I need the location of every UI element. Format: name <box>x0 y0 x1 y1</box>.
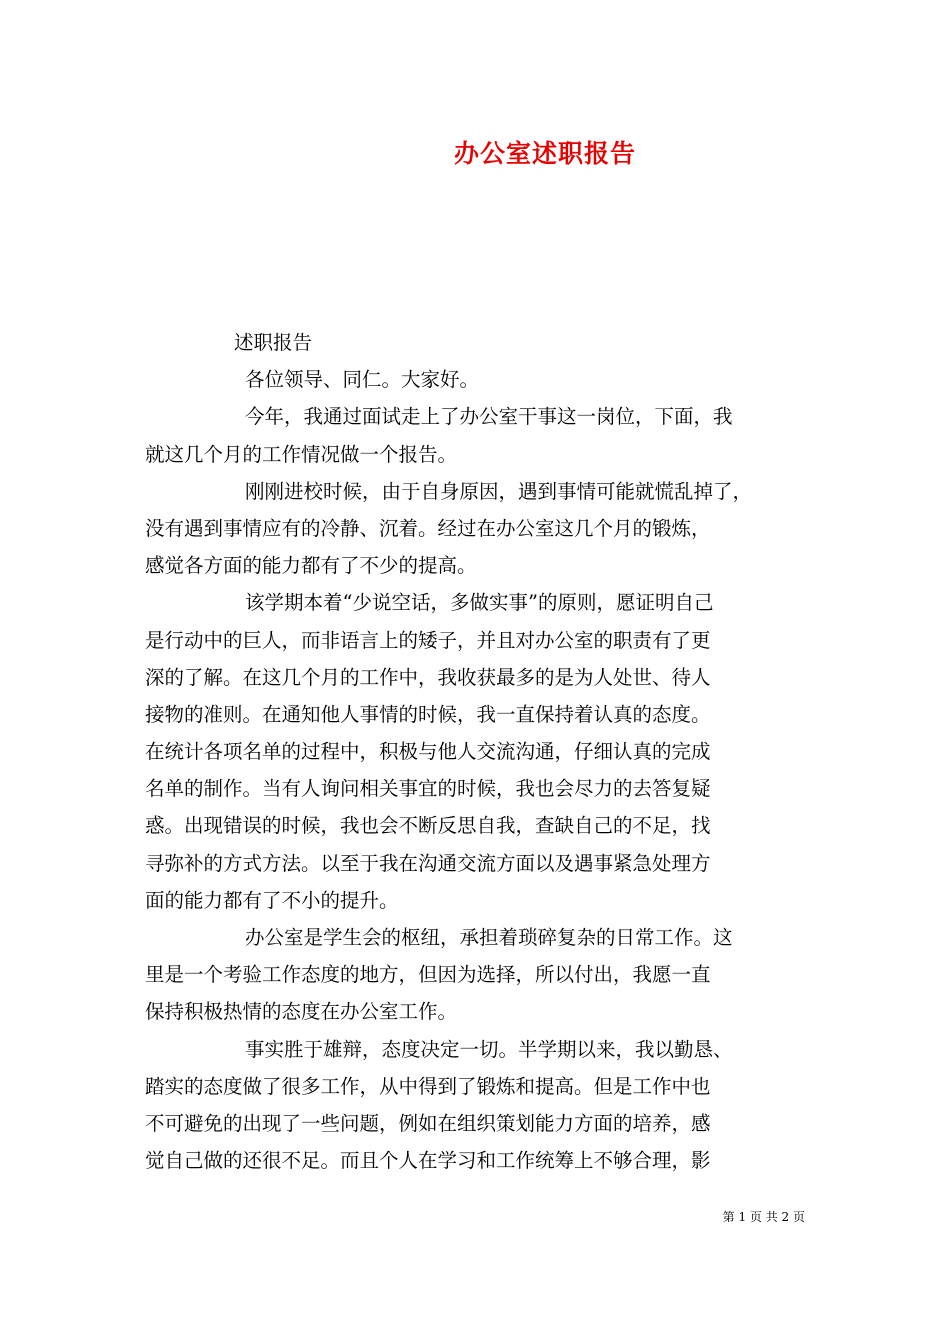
paragraph-line: 寻弥补的方式方法。以至于我在沟通交流方面以及遇事紧急处理方 <box>145 851 711 875</box>
paragraph-line: 事实胜于雄辩，态度决定一切。半学期以来，我以勤恳、 <box>245 1037 733 1061</box>
page-number: 第 1 页 共 2 页 <box>722 1210 805 1224</box>
paragraph-line: 没有遇到事情应有的冷静、沉着。经过在办公室这几个月的锻炼， <box>145 516 711 540</box>
document-body <box>145 324 810 1179</box>
greeting-line: 各位领导、同仁。大家好。 <box>245 368 480 392</box>
paragraph-line: 觉自己做的还很不足。而且个人在学习和工作统筹上不够合理，影 <box>145 1149 711 1173</box>
paragraph-line: 踏实的态度做了很多工作，从中得到了锻炼和提高。但是工作中也 <box>145 1074 711 1098</box>
paragraph-line: 接物的准则。在通知他人事情的时候，我一直保持着认真的态度。 <box>145 702 711 726</box>
paragraph-line: 惑。出现错误的时候，我也会不断反思自我，查缺自己的不足，找 <box>145 814 711 838</box>
paragraph-line: 今年，我通过面试走上了办公室干事这一岗位，下面，我 <box>245 405 733 429</box>
paragraph-4 <box>145 919 810 1031</box>
paragraph-line: 在统计各项名单的过程中，积极与他人交流沟通，仔细认真的完成 <box>145 740 711 764</box>
paragraph-line: 办公室是学生会的枢纽，承担着琐碎复杂的日常工作。这 <box>245 926 733 949</box>
paragraph-line: 名单的制作。当有人询问相关事宜的时候，我也会尽力的去答复疑 <box>145 777 711 801</box>
report-heading: 述职报告 <box>234 331 313 354</box>
paragraph-2 <box>145 473 810 585</box>
paragraph-line: 感觉各方面的能力都有了不少的提高。 <box>145 554 477 578</box>
paragraph-line: 该学期本着“少说空话，多做实事”的原则，愿证明自己 <box>245 591 714 615</box>
paragraph-line: 保持积极热情的态度在办公室工作。 <box>145 1000 458 1024</box>
document-title: 办公室述职报告 <box>453 139 636 168</box>
paragraph-line: 深的了解。在这几个月的工作中，我收获最多的是为人处世、待人 <box>145 665 711 689</box>
paragraph-line: 里是一个考验工作态度的地方，但因为选择，所以付出，我愿一直 <box>145 963 711 987</box>
paragraph-3 <box>145 584 810 919</box>
paragraph-line: 是行动中的巨人，而非语言上的矮子，并且对办公室的职责有了更 <box>145 628 711 652</box>
paragraph-5 <box>145 1031 810 1180</box>
paragraph-line: 面的能力都有了不小的提升。 <box>145 888 399 912</box>
paragraph-line: 不可避免的出现了一些问题，例如在组织策划能力方面的培养，感 <box>145 1111 711 1135</box>
paragraph-line: 刚刚进校时候，由于自身原因，遇到事情可能就慌乱掉了， <box>245 479 753 503</box>
paragraph-line: 就这几个月的工作情况做一个报告。 <box>145 442 458 466</box>
paragraph-1 <box>145 398 810 472</box>
